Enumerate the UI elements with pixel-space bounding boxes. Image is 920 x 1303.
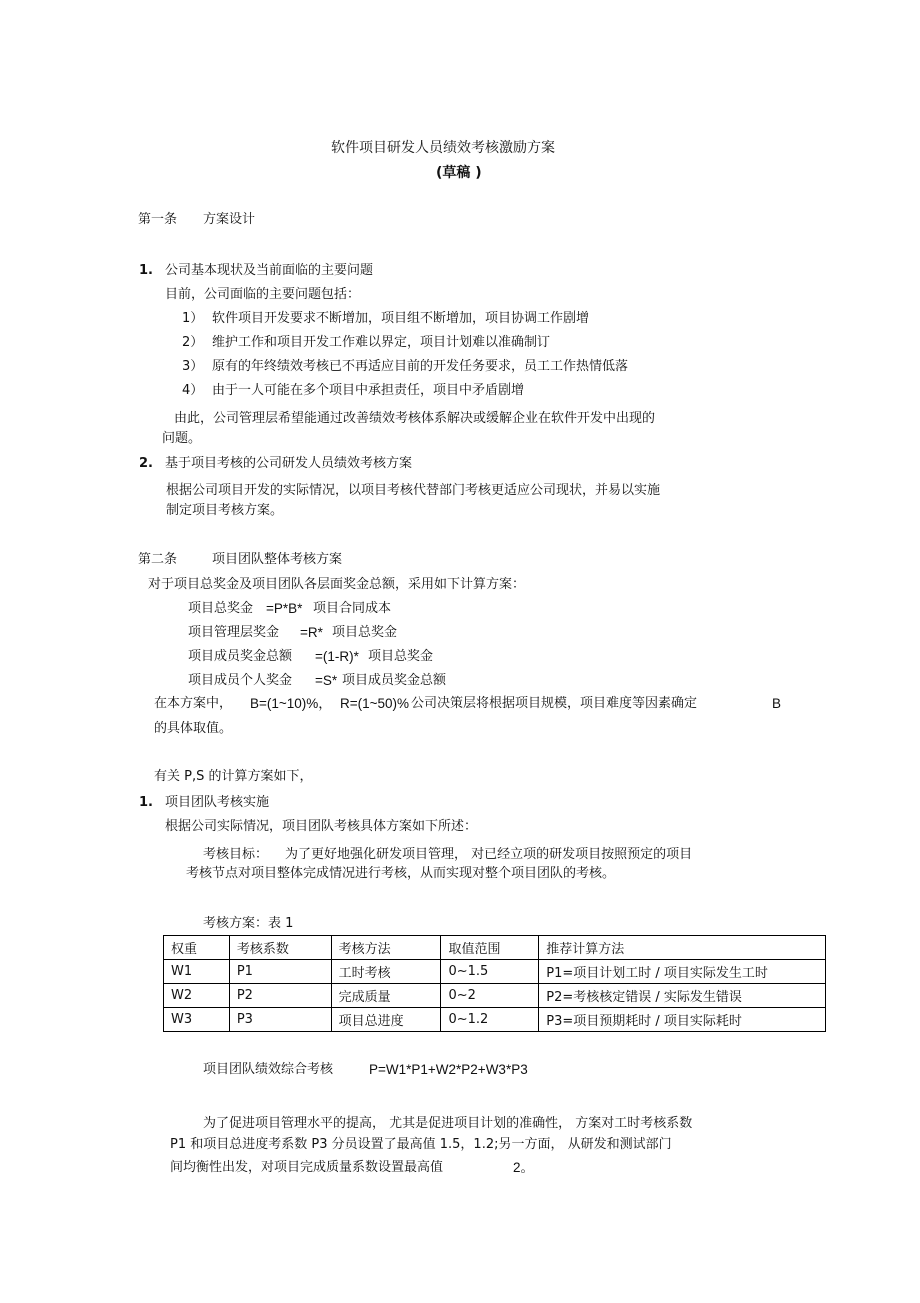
table-header-cell: 考核方法: [331, 936, 441, 960]
scheme-text-cont: 的具体取值。: [154, 721, 233, 736]
table-cell: 完成质量: [331, 984, 441, 1008]
scheme-variable: B: [772, 696, 782, 711]
section2-number: 2.: [139, 456, 153, 471]
article1-number: 第一条: [138, 212, 178, 227]
list-item-text: 由于一人可能在多个项目中承担责任，项目中矛盾剧增: [212, 383, 525, 398]
scheme-text: 公司决策层将根据项目规模，项目难度等因素确定: [411, 696, 698, 711]
table-cell: 工时考核: [331, 960, 441, 984]
table-cell: P1: [229, 960, 331, 984]
assessment-table: [163, 935, 826, 1032]
team-section-intro: 根据公司实际情况，项目团队考核具体方案如下所述：: [165, 819, 478, 834]
table-cell: P2=考核核定错误 / 实际发生错误: [539, 984, 826, 1008]
formula-tail: 项目总奖金: [368, 649, 434, 664]
list-item-number: 1）: [182, 311, 204, 326]
formula-expr: =(1-R)*: [315, 649, 359, 664]
table-cell: 0~1.5: [441, 960, 539, 984]
table-row: [164, 960, 826, 984]
target-text: 为了更好地强化研发项目管理， 对已经立项的研发项目按照预定的项目: [285, 847, 693, 862]
table-caption: 考核方案：表 1: [203, 916, 294, 931]
formula-label: 项目成员个人奖金: [188, 673, 293, 688]
list-item-number: 4）: [182, 383, 204, 398]
formula-label: 项目成员奖金总额: [188, 649, 293, 664]
section1-conclusion: 由此，公司管理层希望能通过改善绩效考核体系解决或缓解企业在软件开发中出现的: [174, 411, 656, 426]
list-item-text: 维护工作和项目开发工作难以界定，项目计划难以准确制订: [212, 335, 551, 350]
list-item-text: 原有的年终绩效考核已不再适应目前的开发任务要求，员工工作热情低落: [212, 359, 629, 374]
table-row: [164, 984, 826, 1008]
article2-number: 第二条: [138, 552, 178, 567]
final-paragraph: 为了促进项目管理水平的提高， 尤其是促进项目计划的准确性， 方案对工时考核系数: [203, 1116, 693, 1131]
ps-intro: 有关 P,S 的计算方案如下，: [154, 769, 313, 784]
final-max-value: 2。: [513, 1160, 535, 1175]
table-cell: 0~2: [441, 984, 539, 1008]
document-title: 软件项目研发人员绩效考核激励方案: [331, 140, 555, 156]
section2-body: 根据公司项目开发的实际情况，以项目考核代替部门考核更适应公司现状，并易以实施: [166, 483, 661, 498]
section1-number: 1.: [139, 263, 153, 278]
composite-formula: P=W1*P1+W2*P2+W3*P3: [369, 1062, 528, 1077]
article2-heading: 项目团队整体考核方案: [212, 552, 343, 567]
team-section-number: 1.: [139, 795, 153, 810]
table-cell: W3: [164, 1008, 230, 1032]
scheme-prefix: 在本方案中，: [154, 696, 233, 711]
formula-label: 项目总奖金: [188, 601, 254, 616]
table-header-cell: 取值范围: [441, 936, 539, 960]
formula-label: 项目管理层奖金: [188, 625, 280, 640]
list-item-number: 2）: [182, 335, 204, 350]
final-paragraph-cont: 间均衡性出发，对项目完成质量系数设置最高值: [170, 1160, 444, 1175]
composite-label: 项目团队绩效综合考核: [203, 1062, 334, 1077]
section2-heading: 基于项目考核的公司研发人员绩效考核方案: [165, 456, 413, 471]
formula-expr: =R*: [300, 625, 323, 640]
target-label: 考核目标：: [203, 847, 269, 862]
section2-body-cont: 制定项目考核方案。: [166, 503, 284, 518]
section1-conclusion-cont: 问题。: [162, 431, 202, 446]
formula-expr: =P*B*: [266, 601, 303, 616]
table-header-cell: 推荐计算方法: [539, 936, 826, 960]
article2-intro: 对于项目总奖金及项目团队各层面奖金总额，采用如下计算方案：: [148, 577, 526, 592]
table-header-cell: 权重: [164, 936, 230, 960]
section1-intro: 目前，公司面临的主要问题包括：: [165, 287, 361, 302]
table-cell: 项目总进度: [331, 1008, 441, 1032]
table-cell: P3=项目预期耗时 / 项目实际耗时: [539, 1008, 826, 1032]
list-item-text: 软件项目开发要求不断增加，项目组不断增加，项目协调工作剧增: [212, 311, 590, 326]
table-cell: P1=项目计划工时 / 项目实际发生工时: [539, 960, 826, 984]
table-cell: P2: [229, 984, 331, 1008]
team-section-heading: 项目团队考核实施: [165, 795, 270, 810]
scheme-r-range: R=(1~50)%: [340, 696, 410, 711]
formula-expr: =S*: [315, 673, 338, 688]
table-cell: W1: [164, 960, 230, 984]
table-row: [164, 1008, 826, 1032]
table-header-row: [164, 936, 826, 960]
list-item-number: 3）: [182, 359, 204, 374]
final-paragraph-cont: P1 和项目总进度考系数 P3 分员设置了最高值 1.5，1.2;另一方面， 从研发和测试部门: [170, 1137, 672, 1152]
table-cell: P3: [229, 1008, 331, 1032]
document-subtitle: (草稿 ): [436, 165, 482, 181]
table-header-cell: 考核系数: [229, 936, 331, 960]
article1-heading: 方案设计: [203, 212, 256, 227]
section1-heading: 公司基本现状及当前面临的主要问题: [165, 263, 374, 278]
formula-tail: 项目合同成本: [313, 601, 392, 616]
target-text-cont: 考核节点对项目整体完成情况进行考核，从而实现对整个项目团队的考核。: [186, 866, 616, 881]
table-cell: W2: [164, 984, 230, 1008]
formula-tail: 项目成员奖金总额: [342, 673, 447, 688]
table-cell: 0~1.2: [441, 1008, 539, 1032]
scheme-b-range: B=(1~10)%，: [250, 696, 332, 711]
formula-tail: 项目总奖金: [332, 625, 398, 640]
